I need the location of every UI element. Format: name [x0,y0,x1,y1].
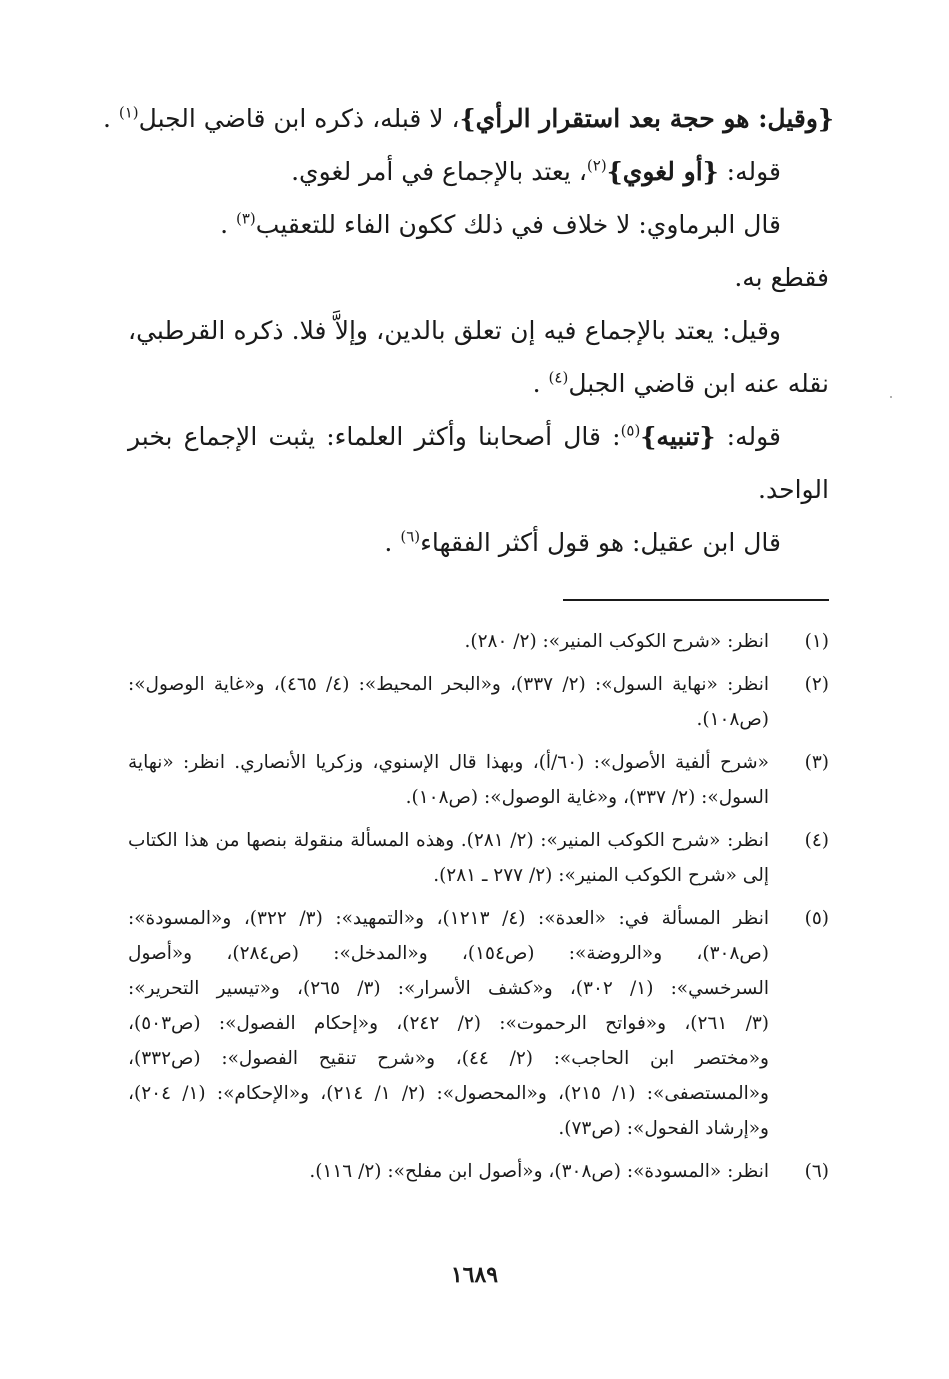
footnote-number: (٣) [804,752,829,773]
footnote-number: (٢) [804,674,829,695]
footnote-line: انظر: «المسودة»: (ص٣٠٨)، و«أصول ابن مفلح»: (٢/ ١١٦). [309,1161,769,1182]
footnote-ref[interactable]: (٤) [548,368,569,387]
footnote-line: إلى «شرح الكوكب المنير»: (٢/ ٢٧٧ ـ ٢٨١). [433,865,769,886]
footnote-line: السول»: (٢/ ٣٣٧)، و«غاية الوصول»: (ص١٠٨). [405,787,769,808]
footnote-line: و«مختصر ابن الحاجب»: (٢/ ٤٤)، و«شرح تنقيح الفصول»: (ص٣٣٢)، [128,1048,769,1069]
footnote-1 [128,624,829,659]
footnote-line: انظر: «شرح الكوكب المنير»: (٢/ ٢٨٠). [464,631,769,652]
footnote-ref[interactable]: (٦) [400,527,421,546]
footnote-line: و«المستصفى»: (١/ ٢١٥)، و«المحصول»: (٢/ ١/ ٢١٤)، و«الإحكام»: (١/ ٢٠٤)، [128,1083,769,1104]
footnote-line: انظر المسألة في: «العدة»: (٤/ ١٢١٣)، و«التمهيد»: (٣/ ٣٢٢)، و«المسودة»: [128,908,769,929]
footnote-line: (٣/ ٢٦١)، و«فواتح الرحموت»: (٢/ ٢٤٢)، و«إحكام الفصول»: (ص٥٠٣)، [128,1013,769,1034]
footnote-number: (١) [804,631,829,652]
footnote-ref[interactable]: (١) [118,103,139,122]
footnote-ref[interactable]: (٢) [586,156,607,175]
footnote-ref[interactable]: (٥) [620,421,641,440]
text-line-9: قال ابن عقيل: هو قول أكثر الفقهاء$^{(٦)}$ . [384,527,781,557]
quoted-matn: {أو لغوي} [606,157,719,186]
footnote-line: (ص١٠٨). [696,709,769,730]
footnote-3 [128,745,829,815]
footnote-number: (٦) [804,1161,829,1182]
footnote-line: و«إرشاد الفحول»: (ص٧٣). [558,1118,769,1139]
page-number: ١٦٨٩ [450,1262,499,1288]
text-line-1: {وقيل: هو حجة بعد استقرار الرأي}، لا قبله، ذكره ابن قاضي الجبل$^{(١)}$ . [102,103,834,133]
footnote-2 [128,667,829,737]
text-line-2: قوله: {أو لغوي}$^{(٢)}$، يعتد بالإجماع في أمر لغوي. [291,156,781,186]
scan-speck [890,396,892,398]
text-line-8: الواحد. [758,475,829,504]
footnotes-block [128,624,829,1197]
footnote-line: انظر: «نهاية السول»: (٢/ ٣٣٧)، و«البحر المحيط»: (٤/ ٤٦٥)، و«غاية الوصول»: [128,674,769,695]
footnote-5 [128,901,829,1146]
footnote-4 [128,823,829,893]
text-line-7: قوله: {تنبيه}$^{(٥)}$: قال أصحابنا وأكثر العلماء: يثبت الإجماع بخبر [128,421,781,451]
text-line-4: فقطع به. [734,263,829,292]
text-line-5: وقيل: يعتد بالإجماع فيه إن تعلق بالدين، وإلاَّ فلا. ذكره القرطبي، [128,316,781,345]
footnote-separator [563,599,829,601]
footnote-line: (ص٣٠٨)، و«الروضة»: (ص١٥٤)، و«المدخل»: (ص٢٨٤)، و«أصول [128,943,770,964]
footnote-number: (٥) [804,908,829,929]
footnote-ref[interactable]: (٣) [235,209,256,228]
main-text-block [102,92,834,569]
footnote-6 [128,1154,829,1189]
footnote-line: «شرح ألفية الأصول»: (٦٠/أ)، وبهذا قال الإسنوي، وزكريا الأنصاري. انظر: «نهاية [128,752,769,773]
quoted-matn: {تنبيه} [640,422,716,451]
quoted-matn: {وقيل: هو حجة بعد استقرار الرأي} [459,104,834,133]
footnote-line: انظر: «شرح الكوكب المنير»: (٢/ ٢٨١). وهذه المسألة منقولة بنصها من هذا الكتاب [128,830,769,851]
footnote-number: (٤) [804,830,829,851]
footnote-line: السرخسي»: (١/ ٣٠٢)، و«كشف الأسرار»: (٣/ ٢٦٥)، و«تيسير التحرير»: [128,978,769,999]
text-line-3: قال البرماوي: لا خلاف في ذلك ككون الفاء للتعقيب$^{(٣)}$ . [220,209,781,239]
text-line-6: نقله عنه ابن قاضي الجبل$^{(٤)}$ . [532,368,829,398]
